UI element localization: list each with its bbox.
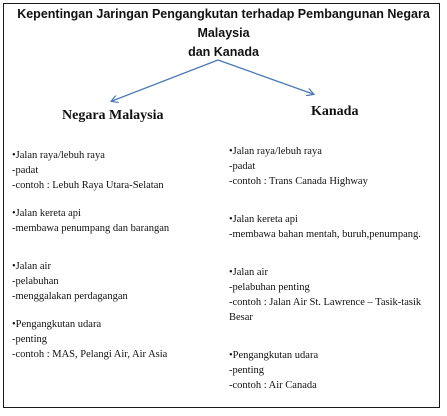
list-item: -penting (12, 334, 47, 345)
list-item: •Jalan air (12, 261, 51, 272)
kanada-column (229, 144, 434, 393)
arrow-to-malaysia (112, 60, 218, 101)
list-item: •Jalan air (229, 267, 268, 278)
malaysia-rail (12, 206, 212, 236)
list-item: -penting (229, 365, 264, 376)
list-item: -membawa penumpang dan barangan (12, 223, 170, 234)
list-item: •Jalan raya/lebuh raya (12, 150, 105, 161)
title-line-1: Kepentingan Jaringan Pengangkutan terhadap Pembangunan Negara Malaysia (17, 7, 430, 40)
malaysia-column (12, 148, 212, 362)
list-item: -contoh : Air Canada (229, 380, 317, 391)
list-item: -pelabuhan (12, 276, 59, 287)
list-item: -contoh : MAS, Pelangi Air, Air Asia (12, 349, 168, 360)
arrow-to-kanada (218, 60, 313, 94)
kanada-water (229, 265, 434, 325)
title-line-2: dan Kanada (188, 45, 259, 59)
list-item: •Jalan raya/lebuh raya (229, 146, 322, 157)
list-item: -menggalakan perdagangan (12, 291, 128, 302)
kanada-rail (229, 212, 434, 242)
list-item: -contoh : Jalan Air St. Lawrence – Tasik-tasik Besar (229, 297, 422, 323)
list-item: •Jalan kereta api (12, 208, 81, 219)
list-item: •Pengangkutan udara (12, 319, 102, 330)
list-item: -padat (12, 165, 39, 176)
kanada-road (229, 144, 434, 189)
heading-malaysia: Negara Malaysia (62, 108, 164, 123)
list-item: -pelabuhan penting (229, 282, 310, 293)
list-item: •Pengangkutan udara (229, 350, 319, 361)
list-item: -padat (229, 161, 256, 172)
kanada-air (229, 348, 434, 393)
malaysia-water (12, 259, 212, 304)
list-item: -contoh : Trans Canada Highway (229, 176, 368, 187)
heading-kanada: Kanada (311, 104, 359, 119)
list-item: -contoh : Lebuh Raya Utara-Selatan (12, 180, 164, 191)
list-item: •Jalan kereta api (229, 214, 298, 225)
malaysia-road (12, 148, 212, 193)
malaysia-air (12, 317, 212, 362)
list-item: -membawa bahan mentah, buruh,penumpang. (229, 229, 421, 240)
